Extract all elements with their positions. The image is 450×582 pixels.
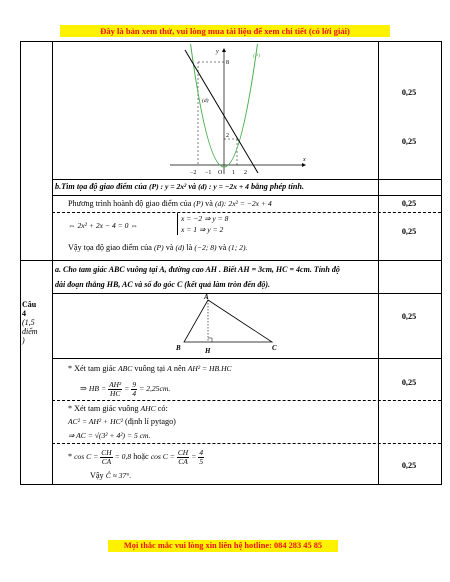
- x-axis-label: x: [303, 157, 306, 163]
- part-a-line1: a. Cho tam giác ABC vuông tại A, đường cao AH . Biết AH = 3cm, HC = 4cm. Tính độ: [55, 265, 340, 274]
- tick-x-origin: O: [218, 170, 223, 176]
- part-b-line1: Phương trình hoành độ giao điểm của (P) và (d): 2x² = −2x + 4: [68, 199, 272, 208]
- step2-line1: * Xét tam giác vuông AHC có:: [68, 404, 168, 413]
- vertex-H: H: [205, 347, 211, 355]
- vertex-B: B: [176, 344, 181, 352]
- part-b-conclusion: Vậy tọa độ giao điểm của (P) và (d) là (−2; 8) và (1; 2).: [68, 243, 248, 252]
- step1-line2: ⇒ HB = $\frac{\text{AH²}}{HC}$ = $\frac{9}{4}$ = 2,25cm.: [80, 379, 171, 398]
- hotline-banner: Mọi thắc mắc vui lòng xin liên hệ hotline: 084 283 45 85: [108, 540, 338, 552]
- system-of-solutions: x = −2 ⇒ y = 8 x = 1 ⇒ y = 2: [177, 213, 228, 235]
- step3-line: * cos C = $\frac{CH}{CA}$ = 0,8 hoặc cos C = $\frac{CH}{CA}$ = $\frac{4}{5}$: [68, 447, 204, 466]
- preview-banner: Đây là bản xem thử, vui lòng mua tài liệu để xem chi tiết (có lời giải): [60, 25, 390, 37]
- part-b-heading: b.Tìm tọa độ giao điểm của (P) : y = 2x² và (d) : y = −2x + 4 bằng phép tính.: [55, 182, 305, 191]
- score-a-2: 0,25: [401, 378, 417, 387]
- score-graph-1: 0,25: [401, 88, 417, 97]
- y-axis-label: y: [216, 49, 219, 55]
- label-d: (d): [202, 98, 209, 104]
- vertex-A: A: [204, 294, 209, 301]
- tick-x-neg2: −2: [190, 170, 197, 176]
- parabola-line-graph: [160, 44, 310, 178]
- score-graph-2: 0,25: [401, 137, 417, 146]
- tick-x-neg1: −1: [205, 170, 212, 176]
- score-a-1: 0,25: [401, 312, 417, 321]
- triangle-figure: [172, 294, 282, 356]
- vertex-C: C: [272, 344, 277, 352]
- score-a-3: 0,25: [401, 461, 417, 470]
- tick-x-1: 1: [232, 170, 235, 176]
- part-b-line2: ⇔ 2x² + 2x − 4 = 0 ⇔: [68, 221, 138, 230]
- label-P: (P): [253, 53, 261, 59]
- part-a-line2: dài đoạn thẳng HB, AC và số đo góc C (kết quả làm tròn đến độ).: [55, 280, 271, 289]
- step4-conclusion: Vậy Ĉ ≈ 37°.: [90, 471, 132, 480]
- score-b-2: 0,25: [401, 227, 417, 236]
- score-b-1: 0,25: [401, 199, 417, 208]
- step1-line1: * Xét tam giác ABC vuông tại A nên AH² = HB.HC: [68, 364, 232, 373]
- tick-x-2: 2: [244, 170, 247, 176]
- tick-2: 2: [226, 133, 229, 139]
- step2-line2: AC² = AH² + HC² (định lí pytago): [68, 417, 176, 426]
- line-d: [185, 50, 261, 173]
- step2-line3: ⇒ AC = √(3² + 4²) = 5 cm.: [68, 431, 151, 440]
- question-label: Câu 4 (1,5 điểm ): [22, 300, 38, 345]
- tick-8: 8: [226, 60, 229, 66]
